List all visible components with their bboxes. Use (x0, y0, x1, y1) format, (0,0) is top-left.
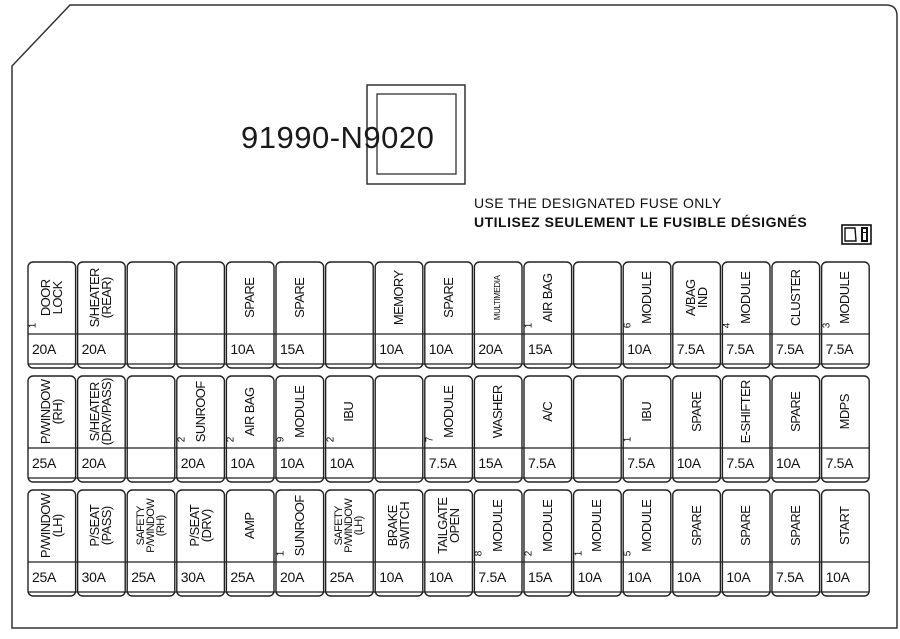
fuse-amperage: 10A (230, 341, 255, 357)
fuse-label-line: BRAKE (385, 505, 400, 547)
fuse-amperage: 7.5A (726, 455, 754, 471)
fuse-label-line: IND (694, 287, 710, 309)
fuse-amperage: 10A (726, 569, 751, 585)
fuse-label-line: MODULE (837, 271, 853, 324)
fuse-label-line: (DRV/PASS) (99, 378, 115, 446)
fuse-label-line: P/SEAT (186, 505, 202, 547)
fuse-label (775, 265, 817, 331)
fuse-label-line: DOOR (37, 279, 53, 317)
fuse-amperage: 10A (825, 569, 850, 585)
fuse-amperage: 7.5A (676, 341, 705, 357)
fuse-label (527, 379, 569, 445)
fuse-slot (177, 262, 225, 368)
fuse-label-line: MODULE (589, 499, 605, 552)
fuse-label (477, 265, 519, 331)
fuse-label-line: SPARE (440, 277, 456, 319)
fuse-label (477, 493, 519, 559)
fuse-label (775, 493, 817, 559)
fuse-label (279, 379, 321, 445)
fuse-label (81, 493, 123, 559)
fuse-label (626, 493, 668, 559)
fuse-amperage: 10A (776, 455, 801, 471)
fuse-note-number: 2 (225, 436, 237, 443)
fuse-amperage: 25A (32, 455, 57, 471)
fuse-amperage: 10A (577, 569, 602, 585)
fuse-amperage: 7.5A (528, 455, 556, 471)
fuse-amperage: 20A (478, 341, 503, 357)
fuse-label-line: SPARE (688, 505, 704, 547)
fuse-label-line: OPEN (446, 508, 462, 544)
fuse-label (229, 379, 271, 445)
fuse-slot (375, 376, 423, 482)
fuse-label-line: (DRV) (198, 509, 214, 543)
fuse-label-line: S/HEATER (87, 382, 103, 442)
fuse-label-line: SUNROOF (192, 381, 208, 443)
fuse-label-line: MODULE (639, 499, 654, 552)
fuse-label-line: AIR BAG (242, 387, 258, 437)
fuse-label-line: SAFETY (333, 506, 346, 546)
fuse-label-line: MODULE (440, 385, 456, 438)
fuse-label-line: IBU (341, 402, 357, 422)
fuse-note-number: 7 (424, 436, 436, 443)
fuse-label-line: A/BAG (682, 279, 698, 317)
fuse-label (81, 265, 123, 331)
fuse-label (180, 379, 222, 445)
fuse-label (725, 265, 767, 331)
fuse-label (577, 493, 619, 559)
fuse-note-number: 4 (721, 322, 733, 329)
fuse-note-number: 1 (27, 322, 39, 329)
fuse-note-number: 3 (820, 322, 832, 329)
fuse-label-line: P/WINDOW (37, 493, 53, 559)
fuse-label-line: AMP (242, 512, 258, 540)
fuse-label-line: (REAR) (99, 277, 115, 319)
fuse-amperage: 7.5A (776, 341, 804, 357)
fuse-label-line: (LH) (49, 514, 65, 538)
fuse-label-line: IBU (639, 402, 654, 422)
fuse-amperage: 10A (230, 455, 255, 471)
fuse-amperage: 10A (379, 569, 404, 585)
fuse-label (31, 265, 73, 331)
fuse-label (825, 379, 867, 445)
fuse-label-line: SPARE (738, 505, 754, 547)
fuse-slot (127, 262, 175, 368)
fuse-note-number: 9 (275, 436, 287, 443)
fuse-label (626, 265, 668, 331)
fuse-amperage: 25A (131, 569, 156, 585)
fuse-note-number: 1 (622, 436, 634, 443)
fuse-slot (574, 262, 622, 368)
fuse-label (329, 493, 371, 559)
fuse-amperage: 20A (81, 455, 106, 471)
fuse-label (81, 379, 123, 445)
fuse-note-number: 6 (622, 322, 634, 329)
fuse-amperage: 7.5A (428, 455, 457, 471)
fuse-amperage: 10A (280, 455, 305, 471)
fuse-note-number: 1 (523, 322, 535, 329)
fuse-label-line: SWITCH (397, 502, 412, 550)
notice-english: USE THE DESIGNATED FUSE ONLY (474, 195, 722, 211)
fuse-label-line: A/C (539, 402, 555, 422)
fuse-label-line: MODULE (738, 271, 754, 324)
fuse-label-line: (LH) (353, 516, 366, 536)
fuse-label (825, 265, 867, 331)
fuse-amperage: 10A (428, 569, 453, 585)
fuse-amperage: 15A (478, 455, 503, 471)
fuse-amperage: 20A (32, 341, 57, 357)
fuse-slot (326, 262, 374, 368)
fuse-amperage: 10A (676, 455, 701, 471)
fuse-note-number: 2 (176, 436, 188, 443)
fuse-note-number: 1 (275, 550, 287, 557)
fuse-label-line: CLUSTER (787, 269, 803, 327)
fuse-amperage: 7.5A (627, 455, 655, 471)
fuse-amperage: 7.5A (726, 341, 754, 357)
fuse-label-line: SPARE (787, 391, 803, 433)
fuse-label-line: SUNROOF (291, 495, 307, 557)
fuse-amperage: 7.5A (776, 569, 804, 585)
fuse-label-line: (RH) (155, 515, 167, 537)
fuse-label-line: WASHER (490, 385, 506, 439)
fuse-label (329, 379, 371, 445)
fuse-label (180, 493, 222, 559)
fuse-label (31, 379, 73, 445)
fuse-label (428, 493, 470, 559)
fuse-label (428, 265, 470, 331)
fuse-label-line: P/SEAT (87, 505, 103, 547)
fuse-amperage: 25A (230, 569, 255, 585)
fuse-amperage: 20A (180, 455, 205, 471)
fuse-label-line: LOCK (49, 281, 65, 315)
fuse-label (378, 265, 420, 331)
fuse-label-line: E-SHIFTER (738, 380, 754, 444)
fuse-label (378, 493, 420, 559)
fuse-slot (127, 376, 175, 482)
fuse-label (626, 379, 668, 445)
fuse-amperage: 7.5A (478, 569, 506, 585)
fuse-label (229, 265, 271, 331)
fuse-amperage: 25A (329, 569, 354, 585)
fuse-label (527, 265, 569, 331)
fuse-amperage: 20A (280, 569, 305, 585)
fuse-label (279, 265, 321, 331)
fuse-label-line: (PASS) (99, 506, 115, 546)
fuse-amperage: 10A (627, 569, 652, 585)
fuse-label-line: MODULE (539, 499, 555, 552)
fuse-amperage: 10A (428, 341, 453, 357)
fuse-label (725, 493, 767, 559)
fuse-label (676, 379, 718, 445)
fuse-amperage: 15A (528, 569, 553, 585)
fuse-note-number: 2 (523, 550, 535, 557)
fuse-amperage: 10A (329, 455, 354, 471)
fuse-amperage: 7.5A (825, 455, 854, 471)
fuse-amperage: 20A (81, 341, 106, 357)
fuse-amperage: 15A (528, 341, 553, 357)
fuse-label-line: AIR BAG (539, 273, 555, 323)
fuse-label (725, 379, 767, 445)
fuse-note-number: 1 (572, 550, 584, 557)
fuse-amperage: 25A (32, 569, 57, 585)
fuse-amperage: 30A (81, 569, 106, 585)
fuse-label-line: MDPS (837, 394, 853, 430)
fuse-label (676, 493, 718, 559)
fuse-label (130, 493, 172, 559)
fuse-label-line: P/WINDOW (37, 379, 53, 445)
fuse-label-line: (RH) (49, 399, 65, 425)
fuse-label-line: START (837, 506, 853, 546)
fuse-label (477, 379, 519, 445)
fuse-amperage: 10A (627, 341, 652, 357)
fuse-label-line: P/WINDOW (145, 499, 157, 553)
part-number: 91990-N9020 (241, 120, 435, 155)
fuse-amperage: 10A (379, 341, 404, 357)
fuse-label (825, 493, 867, 559)
fuse-slot (574, 376, 622, 482)
fuse-amperage: 7.5A (825, 341, 854, 357)
fuse-label (31, 493, 73, 559)
fuse-label (229, 493, 271, 559)
fuse-label-line: SPARE (242, 277, 258, 319)
fuse-label-line: P/WINDOW (343, 499, 356, 553)
fuse-note-number: 8 (473, 550, 485, 557)
fuse-label-line: SAFETY (135, 506, 147, 546)
fuse-note-number: 2 (324, 436, 336, 443)
fuse-label-line: SPARE (787, 505, 803, 547)
fuse-label-line: MODULE (490, 499, 506, 552)
fuse-label-line: SPARE (291, 277, 307, 319)
fuse-label-line: TAILGATE (434, 497, 450, 555)
fuse-label-line: MEMORY (391, 270, 406, 326)
fuse-label-line: S/HEATER (87, 268, 103, 328)
fuse-note-number: 5 (622, 550, 634, 557)
fuse-label-line: MODULE (639, 271, 654, 324)
fuse-label (428, 379, 470, 445)
fuse-label (676, 265, 718, 331)
fuse-amperage: 15A (280, 341, 305, 357)
fuse-label-line: MODULE (291, 385, 307, 438)
fuse-label-line: SPARE (688, 391, 704, 433)
notice-french: UTILISEZ SEULEMENT LE FUSIBLE DÉSIGNÉS (474, 214, 808, 230)
fuse-label (279, 493, 321, 559)
fuse-label (527, 493, 569, 559)
fuse-amperage: 30A (180, 569, 205, 585)
fuse-label-line: MULTIMEDIA (493, 275, 503, 321)
fuse-amperage: 10A (676, 569, 701, 585)
fuse-label (775, 379, 817, 445)
